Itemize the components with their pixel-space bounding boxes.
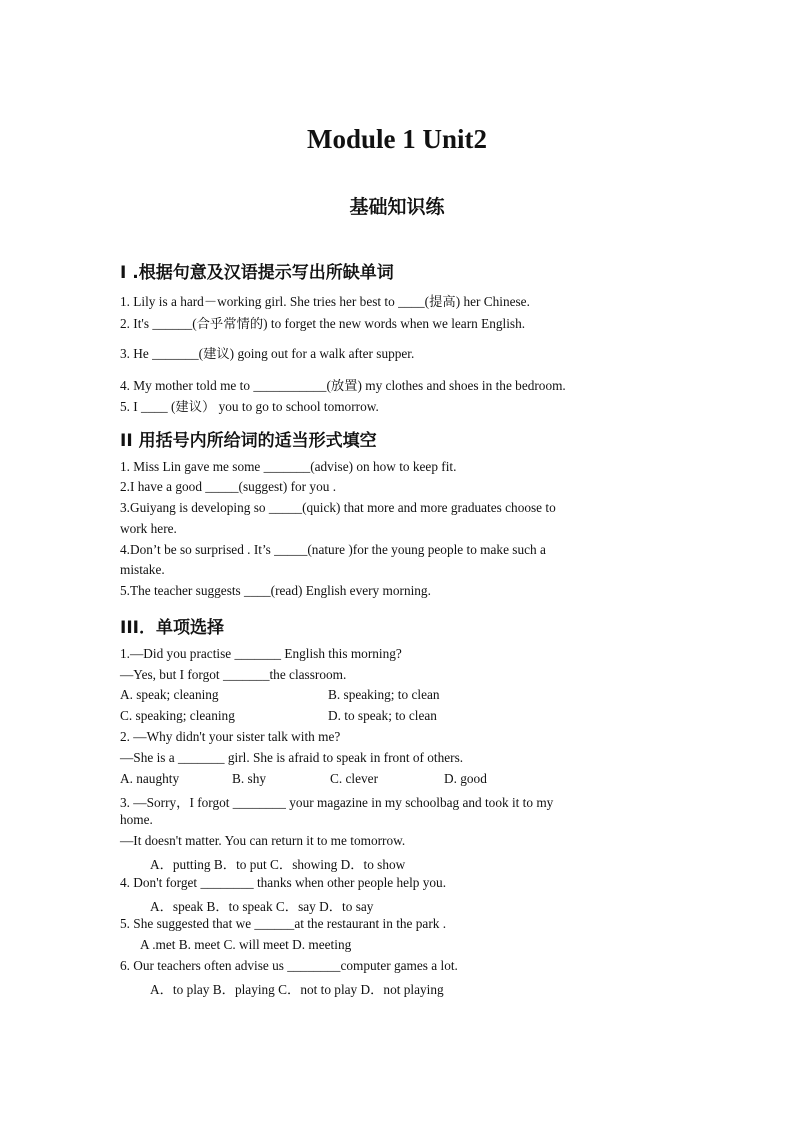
section-2-line: 4.Don’t be so surprised . It’s _____(nature )for the young people to make such a bbox=[120, 542, 546, 557]
question-2-option-a: A. naughty bbox=[120, 771, 180, 786]
question-4-options: A．speak B．to speak C．say D．to say bbox=[150, 899, 374, 914]
section-2-line: 2.I have a good _____(suggest) for you . bbox=[120, 479, 337, 494]
section-2-heading: II 用括号内所给词的适当形式填空 bbox=[120, 431, 377, 451]
question-3-line: home. bbox=[120, 812, 153, 827]
page-title: Module 1 Unit2 bbox=[306, 124, 487, 154]
question-1-option-c: C. speaking; cleaning bbox=[120, 708, 235, 723]
question-1-option-a: A. speak; cleaning bbox=[120, 687, 219, 702]
section-1-item: 5. I ____ (建议） you to go to school tomorrow. bbox=[120, 399, 379, 414]
question-2-line: 2. —Why didn't your sister talk with me? bbox=[120, 729, 341, 744]
question-6-options: A．to play B．playing C．not to play D．not playing bbox=[150, 982, 444, 997]
section-2-line: work here. bbox=[120, 521, 177, 536]
question-1-line: —Yes, but I forgot _______the classroom. bbox=[120, 667, 347, 682]
question-2-option-d: D. good bbox=[444, 771, 487, 786]
question-3-line: 3. —Sorry，I forgot ________ your magazine in my schoolbag and took it to my bbox=[120, 795, 554, 810]
section-1-item: 4. My mother told me to ___________(放置) my clothes and shoes in the bedroom. bbox=[120, 378, 566, 393]
question-1-line: 1.—Did you practise _______ English this morning? bbox=[120, 646, 402, 661]
question-5-line: 5. She suggested that we ______at the restaurant in the park . bbox=[120, 916, 447, 931]
question-1-option-d: D. to speak; to clean bbox=[328, 708, 437, 723]
section-2-line: 3.Guiyang is developing so _____(quick) that more and more graduates choose to bbox=[120, 500, 556, 515]
section-3-heading: III．单项选择 bbox=[120, 618, 224, 638]
section-1-item: 1. Lily is a hard－working girl. She tries her best to ____(提高) her Chinese. bbox=[120, 294, 530, 309]
question-2-option-b: B. shy bbox=[232, 771, 266, 786]
section-1-item: 2. It's ______(合乎常情的) to forget the new words when we learn English. bbox=[120, 316, 526, 331]
section-2-line: 1. Miss Lin gave me some _______(advise) on how to keep fit. bbox=[120, 459, 457, 474]
section-2-line: 5.The teacher suggests ____(read) English every morning. bbox=[120, 583, 431, 598]
question-4-line: 4. Don't forget ________ thanks when other people help you. bbox=[120, 875, 447, 890]
page-subtitle: 基础知识练 bbox=[349, 196, 445, 218]
question-3-line: —It doesn't matter. You can return it to me tomorrow. bbox=[120, 833, 406, 848]
question-2-option-c: C. clever bbox=[330, 771, 378, 786]
question-1-option-b: B. speaking; to clean bbox=[328, 687, 440, 702]
question-5-options: A .met B. meet C. will meet D. meeting bbox=[140, 937, 352, 952]
question-3-options: A．putting B．to put C．showing D．to show bbox=[150, 857, 406, 872]
section-1-item: 3. He _______(建议) going out for a walk after supper. bbox=[120, 346, 415, 361]
section-1-heading: I .根据句意及汉语提示写出所缺单词 bbox=[120, 263, 394, 283]
section-2-line: mistake. bbox=[120, 562, 165, 577]
question-2-line: —She is a _______ girl. She is afraid to speak in front of others. bbox=[120, 750, 464, 765]
question-6-line: 6. Our teachers often advise us ________computer games a lot. bbox=[120, 958, 458, 973]
